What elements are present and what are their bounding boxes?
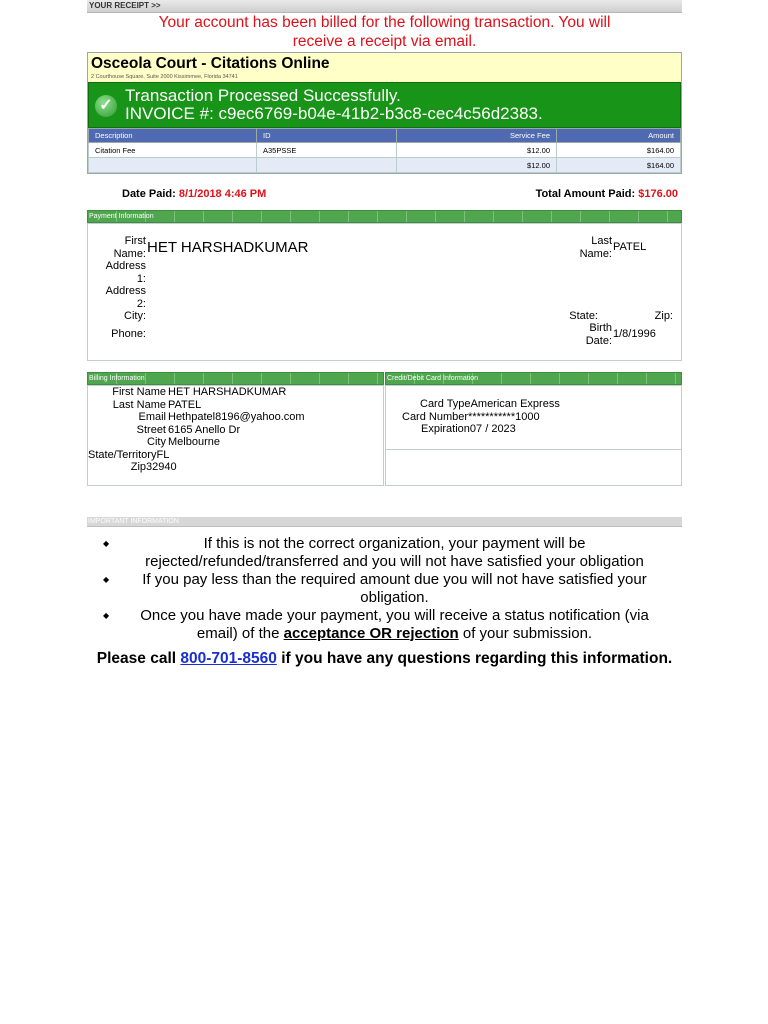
billing-row — [88, 411, 383, 424]
note-text: Once you have made your payment, you will receive a status notification (via email) of the — [140, 606, 649, 642]
billing-row — [88, 461, 383, 474]
success-banner — [88, 82, 681, 128]
address1-label: Address 1: — [105, 260, 146, 285]
billing-key: First Name — [112, 386, 166, 398]
org-address: 2 Courthouse Square, Suite 2000 Kissimmee, Florida 34741 — [91, 74, 238, 80]
billing-row — [88, 436, 383, 449]
card-info-footer — [385, 450, 682, 486]
total-cell-description — [89, 158, 257, 173]
payment-info-header: Payment Information — [87, 210, 682, 223]
card-info-panel — [385, 385, 682, 450]
card-type: Card TypeAmerican Express — [420, 398, 560, 410]
col-id: ID — [257, 129, 397, 143]
note-emphasis: acceptance OR rejection — [283, 624, 459, 642]
billing-value: PATEL — [168, 398, 202, 411]
col-description: Description — [89, 129, 257, 143]
important-info-header: IMPORTANT INFORMATION — [87, 517, 682, 527]
billing-card-row — [87, 372, 682, 486]
billing-value: 6165 Anello Dr — [168, 423, 241, 436]
bullet-icon: ◆ — [103, 539, 110, 548]
important-notes — [87, 535, 682, 642]
list-item — [87, 571, 682, 606]
card-info-header: Credit/Debit Card Information — [385, 372, 682, 385]
success-message: Transaction Processed Successfully. — [125, 86, 401, 105]
billing-value: Hethpatel8196@yahoo.com — [168, 411, 305, 423]
first-name-value: HET HARSHADKUMAR — [147, 239, 309, 256]
billing-key: City — [147, 436, 166, 448]
call-post: if you have any questions regarding this information. — [281, 650, 673, 668]
date-paid-label: Date Paid: — [122, 188, 176, 200]
billing-row — [88, 386, 383, 399]
zip-label: Zip: — [654, 310, 673, 322]
note-text: If you pay less than the required amount due you will not have satisfied your obligation. — [142, 570, 647, 606]
bullet-icon: ◆ — [103, 574, 110, 584]
list-item — [87, 535, 682, 570]
receipt-header-bar[interactable]: YOUR RECEIPT >> — [87, 0, 682, 13]
payment-summary — [87, 174, 682, 214]
billing-state-label: State/Territory — [88, 448, 157, 461]
fees-header-row — [89, 129, 681, 143]
alert-line-1: Your account has been billed for the following transaction. You will — [158, 14, 611, 31]
org-header — [88, 53, 681, 82]
phone-label: Phone: — [111, 328, 146, 340]
billing-value: HET HARSHADKUMAR — [168, 386, 287, 398]
last-name-value: PATEL — [613, 241, 647, 253]
last-name-label: Last Name: — [579, 235, 612, 260]
bullet-icon: ◆ — [103, 610, 110, 620]
cell-amount: $164.00 — [557, 143, 681, 158]
billing-state-value: FL — [156, 448, 170, 461]
invoice-number: INVOICE #: c9ec6769-b04e-41b2-b3c8-cec4c56d2383. — [125, 104, 543, 123]
billing-alert — [87, 13, 682, 51]
total-amount: $164.00 — [557, 158, 681, 173]
receipt — [87, 0, 682, 668]
billing-row — [88, 399, 383, 412]
city-label: City: — [124, 310, 146, 322]
transaction-card — [87, 52, 682, 174]
phone-link[interactable]: 800-701-8560 — [180, 650, 277, 668]
totals-row — [89, 158, 681, 173]
billing-row — [88, 449, 383, 462]
first-name-label: First Name: — [113, 235, 146, 260]
card-number: Card Number***********1000 — [402, 410, 540, 423]
billing-key: Last Name — [112, 398, 166, 411]
total-amount-paid — [536, 188, 678, 200]
total-cell-id — [257, 158, 397, 173]
checkmark-icon: ✓ — [95, 95, 117, 117]
billing-key: Street — [136, 423, 166, 436]
col-service-fee: Service Fee — [397, 129, 557, 143]
note-text: If this is not the correct organization, your payment will be rejected/refunded/transferred and you will not have satisfied your obligation — [145, 535, 644, 570]
note-text: of your submission. — [462, 624, 593, 642]
list-item — [87, 607, 682, 642]
col-amount: Amount — [557, 129, 681, 143]
billing-zip-label: Zip — [130, 461, 146, 473]
cell-description: Citation Fee — [89, 143, 257, 158]
table-row — [89, 143, 681, 158]
cell-id: A35PSSE — [257, 143, 397, 158]
billing-value: Melbourne — [168, 436, 220, 448]
billing-key: Email — [138, 411, 166, 423]
date-paid — [122, 188, 266, 200]
contact-message — [87, 650, 682, 668]
total-paid-value: $176.00 — [638, 188, 678, 200]
birth-date-label: Birth Date: — [585, 322, 612, 347]
card-expiration: Expiration07 / 2023 — [421, 423, 516, 435]
cell-service-fee: $12.00 — [397, 143, 557, 158]
date-paid-value: 8/1/2018 4:46 PM — [178, 188, 267, 200]
card-info — [385, 372, 682, 486]
total-paid-label: Total Amount Paid: — [535, 188, 636, 200]
billing-info-header: Billing Information — [87, 372, 384, 385]
billing-row — [88, 424, 383, 437]
billing-zip-value: 32940 — [146, 461, 177, 473]
birth-date-value: 1/8/1996 — [613, 328, 656, 340]
billing-info — [87, 372, 384, 486]
org-name: Osceola Court - Citations Online — [91, 55, 330, 72]
call-pre: Please call — [96, 650, 177, 668]
state-label: State: — [569, 310, 598, 322]
fees-table — [88, 128, 681, 173]
alert-line-2: receive a receipt via email. — [292, 33, 477, 50]
address2-label: Address 2: — [105, 285, 146, 310]
total-service-fee: $12.00 — [397, 158, 557, 173]
payment-info-panel — [87, 223, 682, 361]
billing-info-panel — [87, 385, 384, 486]
